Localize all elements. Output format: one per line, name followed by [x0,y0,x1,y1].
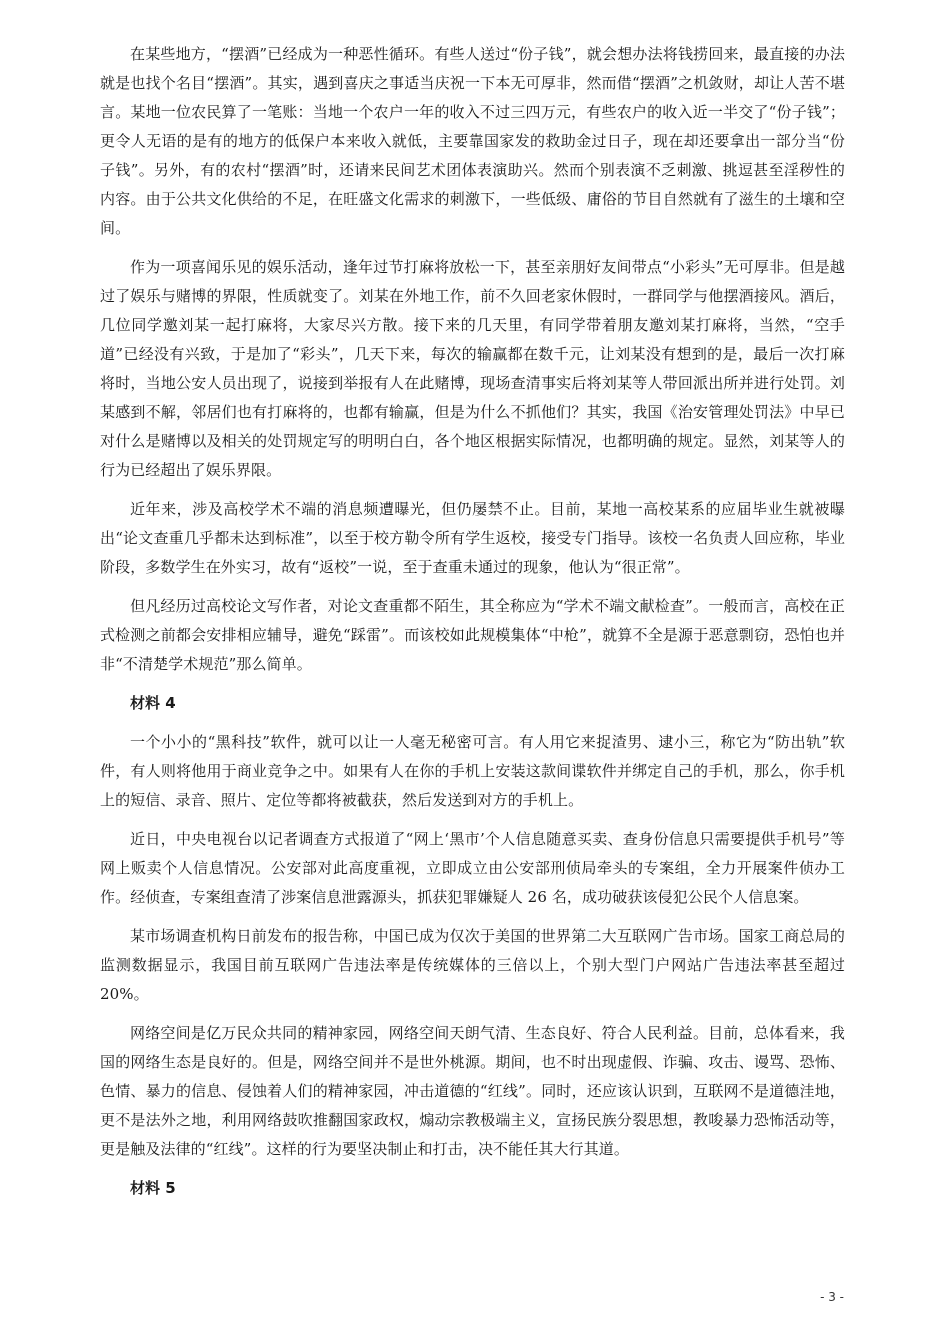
paragraph-personal-info-trade: 近日，中央电视台以记者调查方式报道了“网上‘黑市’个人信息随意买卖、查身份信息只需要提供手机号”等网上贩卖个人信息情况。公安部对此高度重视，立即成立由公安部刑侦局牵头的专案组，全力开展案件侦办工作。经侦查，专案组查清了涉案信息泄露源头，抓获犯罪嫌疑人 26 名，成功破获该侵犯公民个人信息案。 [100,830,845,906]
page-number: - 3 - [820,1290,844,1304]
paragraph-cyberspace-red-line: 网络空间是亿万民众共同的精神家园，网络空间天朗气清、生态良好、符合人民利益。目前，总体看来，我国的网络生态是良好的。但是，网络空间并不是世外桃源。期间，也不时出现虚假、诈骗、攻击、谩骂、恐怖、色情、暴力的信息、侵蚀着人们的精神家园，冲击道德的“红线”。同时，还应该认识到，互联网不是道德洼地，更不是法外之地，利用网络鼓吹推翻国家政权，煽动宗教极端主义，宣扬民族分裂思想，教唆暴力恐怖活动等，更是触及法律的“红线”。这样的行为要坚决制止和打击，决不能任其大行其道。 [100,1024,845,1158]
paragraph-academic-misconduct: 近年来，涉及高校学术不端的消息频遭曝光，但仍屡禁不止。目前，某地一高校某系的应届毕业生就被曝出“论文查重几乎都未达到标准”，以至于校方勒令所有学生返校，接受专门指导。该校一名负责人回应称，毕业阶段，多数学生在外实习，故有“返校”一说，至于查重未通过的现象，他认为“很正常”。 [100,500,845,576]
section-heading-material-4: 材料 4 [130,694,176,712]
paragraph-mahjong-gambling: 作为一项喜闻乐见的娱乐活动，逢年过节打麻将放松一下，甚至亲朋好友间带点“小彩头”无可厚非。但是越过了娱乐与赌博的界限，性质就变了。刘某在外地工作，前不久回老家休假时，一群同学与他摆酒接风。酒后，几位同学邀刘某一起打麻将，大家尽兴方散。接下来的几天里，有同学带着朋友邀刘某打麻将，当然，“空手道”已经没有兴致，于是加了“彩头”，几天下来，每次的输赢都在数千元，让刘某没有想到的是，最后一次打麻将时，当地公安人员出现了，说接到举报有人在此赌博，现场查清事实后将刘某等人带回派出所并进行处罚。刘某感到不解，邻居们也有打麻将的，也都有输赢，但是为什么不抓他们？其实，我国《治安管理处罚法》中早已对什么是赌博以及相关的处罚规定写的明明白白，各个地区根据实际情况，也都明确的规定。显然，刘某等人的行为已经超出了娱乐界限。 [100,258,845,479]
paragraph-internet-ads: 某市场调查机构日前发布的报告称，中国已成为仅次于美国的世界第二大互联网广告市场。国家工商总局的监测数据显示，我国目前互联网广告违法率是传统媒体的三倍以上，个别大型门户网站广告违法率甚至超过 20%。 [100,927,845,1003]
paragraph-banquet-gift-money: 在某些地方，“摆酒”已经成为一种恶性循环。有些人送过“份子钱”，就会想办法将钱捞回来，最直接的办法就是也找个名目“摆酒”。其实，遇到喜庆之事适当庆祝一下本无可厚非，然而借“摆酒”之机敛财，却让人苦不堪言。某地一位农民算了一笔账：当地一个农户一年的收入不过三四万元，有些农户的收入近一半交了“份子钱”；更令人无语的是有的地方的低保户本来收入就低，主要靠国家发的救助金过日子，现在却还要拿出一部分当“份子钱”。另外，有的农村“摆酒”时，还请来民间艺术团体表演助兴。然而个别表演不乏刺激、挑逗甚至淫秽性的内容。由于公共文化供给的不足，在旺盛文化需求的刺激下，一些低级、庸俗的节目自然就有了滋生的土壤和空间。 [100,45,845,237]
document-body [100,40,845,1213]
paragraph-spyware: 一个小小的“黑科技”软件，就可以让一人毫无秘密可言。有人用它来捉渣男、逮小三，称它为“防出轨”软件，有人则将他用于商业竞争之中。如果有人在你的手机上安装这款间谍软件并绑定自己的手机，那么，你手机上的短信、录音、照片、定位等都将被截获，然后发送到对方的手机上。 [100,733,845,809]
paragraph-plagiarism-check: 但凡经历过高校论文写作者，对论文查重都不陌生，其全称应为“学术不端文献检查”。一般而言，高校在正式检测之前都会安排相应辅导，避免“踩雷”。而该校如此规模集体“中枪”，就算不全是源于恶意剽窃，恐怕也并非“不清楚学术规范”那么简单。 [100,597,845,673]
section-heading-material-5: 材料 5 [130,1179,176,1197]
